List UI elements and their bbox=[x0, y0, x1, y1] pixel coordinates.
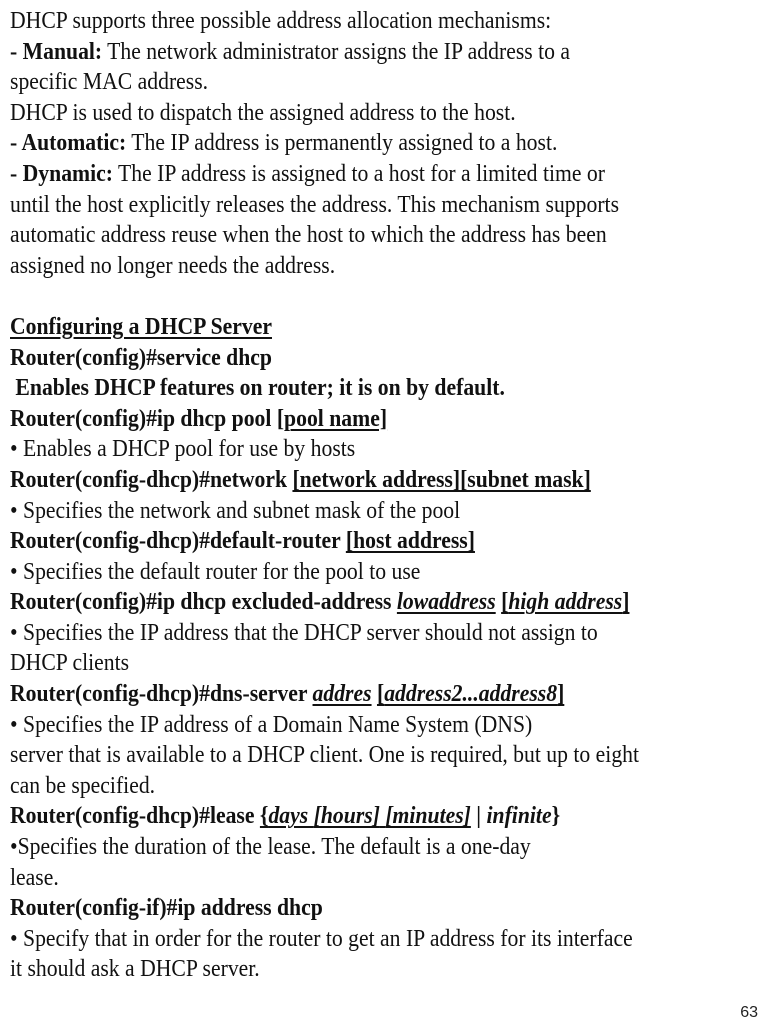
lease-minutes-argument: [minutes] bbox=[385, 802, 471, 830]
lease-close-brace: } bbox=[551, 802, 561, 830]
manual-text: The network administrator assigns the IP address to a bbox=[102, 37, 571, 65]
excluded-description-continuation: DHCP clients bbox=[10, 649, 130, 677]
network-command-text: Router(config-dhcp)#network bbox=[10, 465, 293, 493]
automatic-label: - Automatic: bbox=[10, 129, 127, 157]
manual-label: - Manual: bbox=[10, 37, 103, 65]
lease-hours-argument: [hours] bbox=[313, 802, 380, 830]
interface-dhcp-description: • Specify that in order for the router to get an IP address for its interface bbox=[10, 924, 633, 952]
dns-optional-bracket bbox=[377, 680, 564, 707]
dispatch-text: DHCP is used to dispatch the assigned address to the host. bbox=[10, 98, 516, 126]
excluded-open-bracket: [ bbox=[501, 588, 509, 616]
excluded-high-bracket bbox=[501, 588, 629, 615]
page-number: 63 bbox=[740, 1004, 758, 1021]
dynamic-text: The IP address is assigned to a host for a limited time or bbox=[112, 159, 605, 187]
dns-optional-argument: address2...address8 bbox=[384, 680, 558, 708]
automatic-text: The IP address is permanently assigned to a host. bbox=[126, 129, 558, 157]
dynamic-item bbox=[10, 159, 736, 190]
lease-description: •Specifies the duration of the lease. The default is a one-day bbox=[10, 833, 531, 861]
network-argument: [network address][subnet mask] bbox=[292, 465, 591, 493]
service-description: Enables DHCP features on router; it is on by default. bbox=[10, 374, 505, 402]
pool-command bbox=[10, 404, 736, 435]
default-router-command-text: Router(config-dhcp)#default-router bbox=[10, 527, 346, 555]
lease-command-text: Router(config-dhcp)#lease bbox=[10, 802, 260, 830]
lease-days-argument: days bbox=[268, 802, 314, 830]
lease-underlined-args bbox=[260, 802, 471, 829]
dynamic-continuation-2: automatic address reuse when the host to which the address has been bbox=[10, 221, 607, 249]
pool-argument: [pool name] bbox=[276, 404, 388, 432]
service-command: Router(config)#service dhcp bbox=[10, 343, 272, 371]
dns-description-continuation-2: can be specified. bbox=[10, 771, 156, 799]
lease-command bbox=[10, 801, 736, 832]
dns-command-text: Router(config-dhcp)#dns-server bbox=[10, 680, 313, 708]
excluded-low-argument: lowaddress bbox=[396, 588, 496, 616]
manual-item bbox=[10, 37, 736, 68]
pool-command-text: Router(config)#ip dhcp pool bbox=[10, 404, 277, 432]
dynamic-continuation-3: assigned no longer needs the address. bbox=[10, 251, 336, 279]
interface-dhcp-command: Router(config-if)#ip address dhcp bbox=[10, 894, 323, 922]
default-router-command bbox=[10, 526, 736, 557]
network-command bbox=[10, 465, 736, 496]
dns-close-bracket: ] bbox=[557, 680, 565, 708]
excluded-high-argument: high address bbox=[508, 588, 623, 616]
excluded-close-bracket: ] bbox=[622, 588, 630, 616]
network-description: • Specifies the network and subnet mask of the pool bbox=[10, 496, 461, 524]
intro-line: DHCP supports three possible address allocation mechanisms: bbox=[10, 7, 552, 34]
dynamic-continuation-1: until the host explicitly releases the address. This mechanism supports bbox=[10, 190, 620, 218]
automatic-item bbox=[10, 128, 736, 159]
default-router-description: • Specifies the default router for the pool to use bbox=[10, 557, 421, 585]
lease-pipe: | bbox=[470, 802, 487, 830]
dns-server-command bbox=[10, 679, 736, 710]
lease-description-continuation: lease. bbox=[10, 863, 59, 891]
excluded-command-text: Router(config)#ip dhcp excluded-address bbox=[10, 588, 397, 616]
section-heading bbox=[10, 312, 736, 343]
lease-infinite-argument: infinite bbox=[486, 802, 552, 830]
blank-line bbox=[10, 281, 736, 312]
interface-dhcp-description-continuation: it should ask a DHCP server. bbox=[10, 955, 260, 983]
dynamic-label: - Dynamic: bbox=[10, 159, 113, 187]
excluded-address-command bbox=[10, 587, 736, 618]
slide-content bbox=[10, 6, 736, 985]
lease-open-brace: { bbox=[259, 802, 269, 830]
dns-first-argument: addres bbox=[312, 680, 372, 708]
excluded-description: • Specifies the IP address that the DHCP server should not assign to bbox=[10, 618, 598, 646]
config-heading: Configuring a DHCP Server bbox=[10, 312, 272, 340]
dns-open-bracket: [ bbox=[376, 680, 385, 708]
pool-description: • Enables a DHCP pool for use by hosts bbox=[10, 435, 356, 463]
dns-description: • Specifies the IP address of a Domain Name System (DNS) bbox=[10, 710, 533, 738]
manual-continuation: specific MAC address. bbox=[10, 68, 209, 96]
default-router-argument: [host address] bbox=[345, 527, 475, 555]
dns-description-continuation-1: server that is available to a DHCP client. One is required, but up to eight bbox=[10, 741, 640, 769]
